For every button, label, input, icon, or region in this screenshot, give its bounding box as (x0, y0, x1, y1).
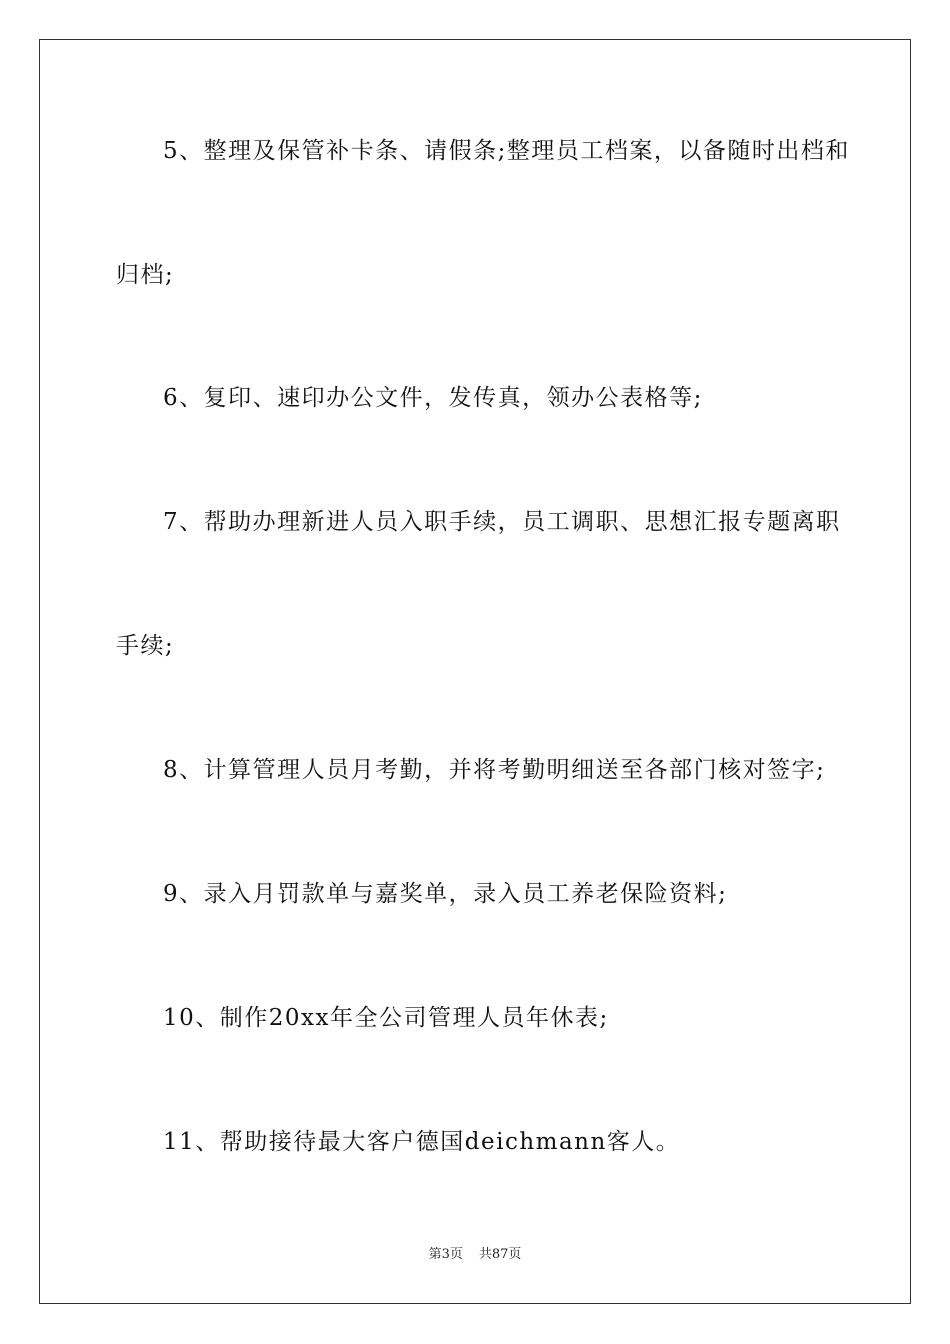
paragraph-item-11: 11、帮助接待最大客户德国deichmann客人。 (163, 1129, 681, 1155)
paragraph-item-5-line-2: 归档; (116, 262, 175, 288)
page-total: 共87页 (478, 1247, 522, 1262)
paragraph-item-7-line-1: 7、帮助办理新进人员入职手续，员工调职、思想汇报专题离职 (163, 509, 841, 535)
paragraph-item-7-line-2: 手续; (116, 633, 175, 659)
paragraph-item-8: 8、计算管理人员月考勤，并将考勤明细送至各部门核对签字; (163, 757, 826, 783)
paragraph-item-5-line-1: 5、整理及保管补卡条、请假条;整理员工档案，以备随时出档和 (163, 138, 850, 164)
paragraph-item-9: 9、录入月罚款单与嘉奖单，录入员工养老保险资料; (163, 881, 728, 907)
paragraph-item-6: 6、复印、速印办公文件，发传真，领办公表格等; (163, 385, 703, 411)
page-number: 第3页 (428, 1247, 463, 1262)
page-footer (0, 1247, 950, 1263)
paragraph-item-10: 10、制作20xx年全公司管理人员年休表; (163, 1005, 609, 1031)
page-border (39, 39, 911, 1304)
